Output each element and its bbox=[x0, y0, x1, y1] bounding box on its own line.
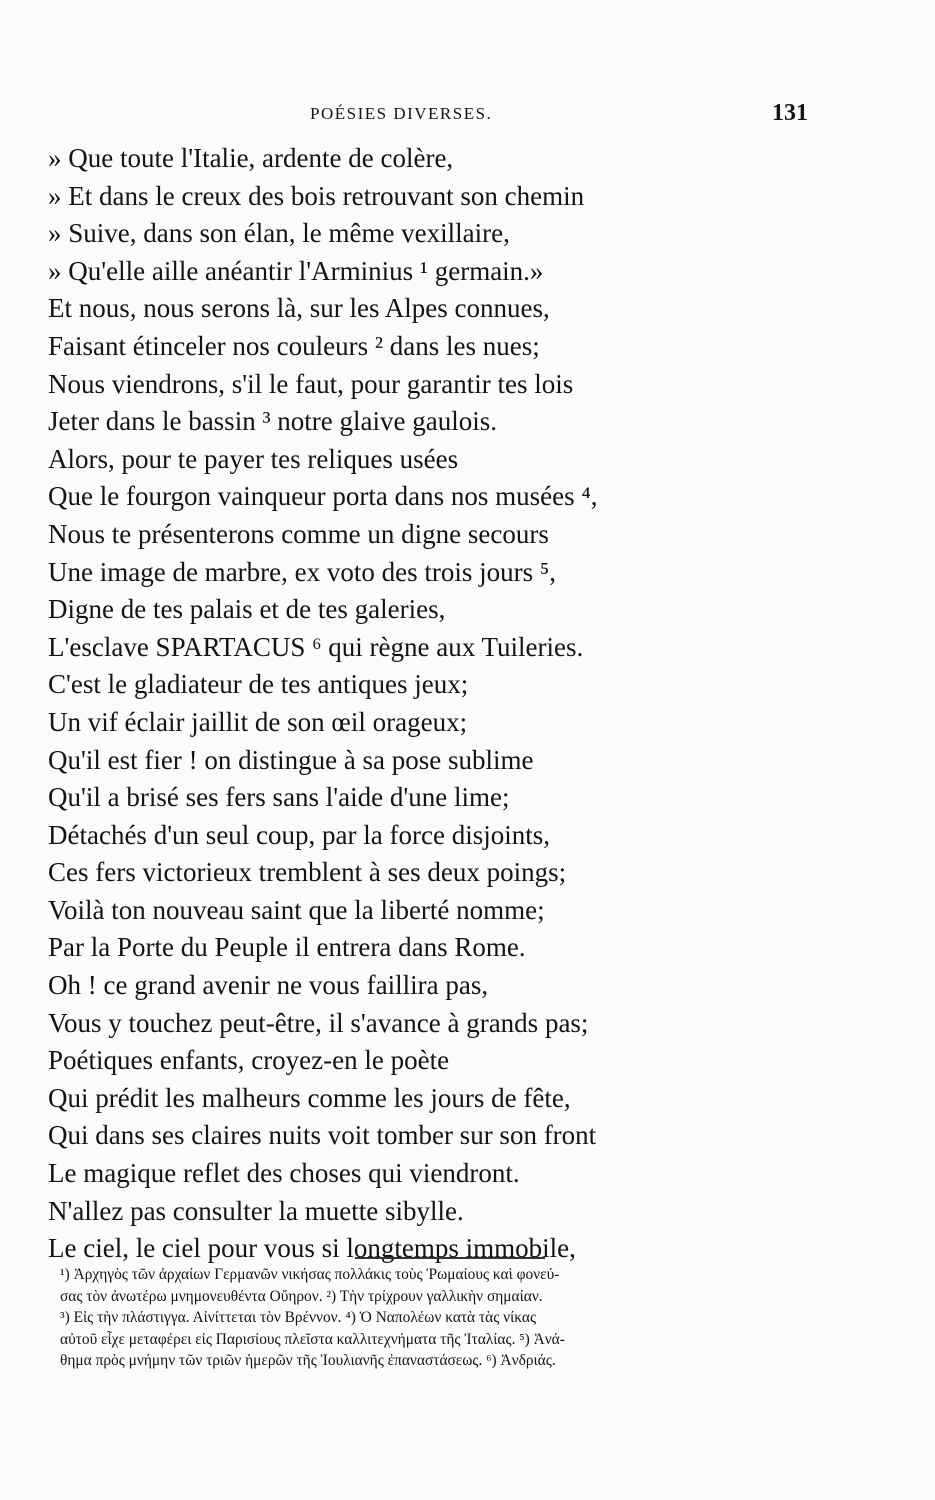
poem-line: Poétiques enfants, croyez-en le poète bbox=[48, 1045, 450, 1076]
poem-line: » Que toute l'Italie, ardente de colère, bbox=[48, 143, 454, 173]
poem-line: Qui prédit les malheurs comme les jours de fête, bbox=[48, 1082, 571, 1113]
poem-line: Oh ! ce grand avenir ne vous faillira pas, bbox=[48, 970, 489, 1001]
poem-line: Vous y touchez peut-être, il s'avance à grands pas; bbox=[48, 1007, 589, 1038]
footnote-divider bbox=[355, 1257, 545, 1259]
poem-line: Et nous, nous serons là, sur les Alpes connues, bbox=[48, 293, 550, 324]
poem-line: Nous viendrons, s'il le faut, pour garantir tes lois bbox=[48, 368, 574, 399]
poem-line: Faisant étinceler nos couleurs ² dans les nues; bbox=[48, 330, 540, 361]
poem-line: » Qu'elle aille anéantir l'Arminius ¹ germain.» bbox=[48, 255, 544, 286]
poem-line: Qu'il a brisé ses fers sans l'aide d'une lime; bbox=[48, 782, 510, 813]
poem-line: Une image de marbre, ex voto des trois jours ⁵, bbox=[48, 556, 557, 587]
poem-line: Alors, pour te payer tes reliques usées bbox=[48, 443, 459, 474]
poem-line: Un vif éclair jaillit de son œil orageux; bbox=[48, 706, 468, 737]
footnote-line: ¹) Ἀρχηγὸς τῶν ἀρχαίων Γερμανῶν νικήσας πολλάκις τοὺς Ῥωμαίους καὶ φονεύ- bbox=[60, 1266, 560, 1283]
poem-line: Voilà ton nouveau saint que la liberté nomme; bbox=[48, 894, 545, 925]
poem-line: » Suive, dans son élan, le même vexillaire, bbox=[48, 218, 510, 249]
poem-line: Nous te présenterons comme un digne secours bbox=[48, 518, 549, 549]
poem-line: L'esclave SPARTACUS ⁶ qui règne aux Tuileries. bbox=[48, 631, 584, 662]
poem-text bbox=[48, 140, 808, 1268]
poem-line: » Et dans le creux des bois retrouvant son chemin bbox=[48, 180, 585, 211]
poem-line: C'est le gladiateur de tes antiques jeux; bbox=[48, 669, 469, 700]
poem-line: Qui dans ses claires nuits voit tomber sur son front bbox=[48, 1120, 597, 1151]
poem-line: Jeter dans le bassin ³ notre glaive gaulois. bbox=[48, 406, 497, 437]
footnotes bbox=[60, 1264, 790, 1372]
poem-line: Digne de tes palais et de tes galeries, bbox=[48, 594, 446, 625]
poem-line: Le magique reflet des choses qui viendront. bbox=[48, 1158, 520, 1189]
footnote-line: θημα πρὸς μνήμην τῶν τριῶν ἡμερῶν τῆς Ἰουλιανῆς ἐπαναστάσεως. ⁶) Ἀνδριάς. bbox=[60, 1352, 556, 1370]
poem-line: Par la Porte du Peuple il entrera dans Rome. bbox=[48, 932, 526, 963]
poem-line: Qu'il est fier ! on distingue à sa pose sublime bbox=[48, 744, 534, 775]
page-number: 131 bbox=[772, 100, 808, 126]
running-head: POÉSIES DIVERSES. bbox=[310, 104, 493, 123]
footnote-line: ³) Εἰς τὴν πλάστιγγα. Αἰνίττεται τὸν Βρέννον. ⁴) Ὁ Ναπολέων κατὰ τὰς νίκας bbox=[60, 1309, 537, 1327]
poem-line: Le ciel, le ciel pour vous si longtemps immobile, bbox=[48, 1233, 576, 1264]
poem-line: Que le fourgon vainqueur porta dans nos musées ⁴, bbox=[48, 481, 598, 512]
page-header bbox=[48, 100, 808, 130]
poem-line: Ces fers victorieux tremblent à ses deux poings; bbox=[48, 857, 567, 888]
footnote-line: σας τὸν ἀνωτέρω μνημονευθέντα Οὔηρον. ²) Τὴν τρίχρουν γαλλικὴν σημαίαν. bbox=[60, 1287, 543, 1305]
poem-line: Détachés d'un seul coup, par la force disjoints, bbox=[48, 819, 550, 850]
poem-line: N'allez pas consulter la muette sibylle. bbox=[48, 1195, 464, 1226]
footnote-line: αὐτοῦ εἶχε μεταφέρει εἰς Παρισίους πλεῖστα καλλιτεχνήματα τῆς Ἰταλίας. ⁵) Ἀνά- bbox=[60, 1330, 565, 1348]
